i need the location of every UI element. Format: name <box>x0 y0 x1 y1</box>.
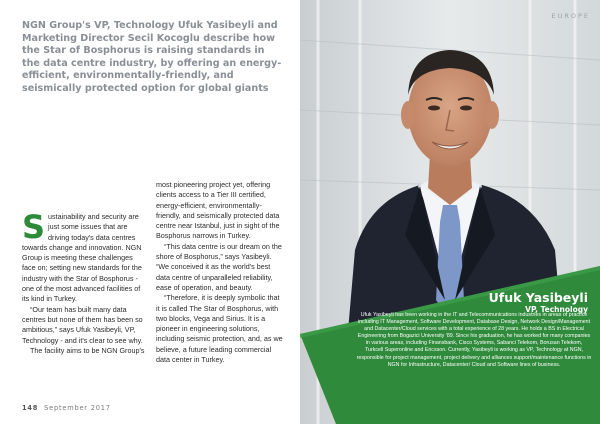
drop-cap: S <box>22 208 46 246</box>
page-footer <box>22 404 111 412</box>
profile-role: VP, Technology <box>525 305 588 314</box>
article-paragraph: “This data centre is our dream on the shore of Bosphorus,” says Yasibeyli. “We conceived it as the world's best data centre of unparalleled reliability, ease of operation, and beauty. <box>156 241 282 292</box>
profile-bio: Ufuk Yasibeyli has been working in the IT and Telecommunications industries in areas of practice including IT Management, Software Development, Database Design, Network Design/Management and Datacenter/Cloud services with a total experience of 28 years. He holds a BS in Electrical Engineering from Bogazici University '89. Since his graduation, he has worked for many companies in various areas, including Finansbank, Cisco Systems, Sabanci Telekom, Borusan Telekom, Turkcell Superonline and Ericsson. Currently, Yasibeyli is working as VP, Technology at NGN, responsible for project management, project delivery and alliances support/maintenance functions in NGN for Infrastructure, Datacenter/ Cloud and Software lines of business. <box>356 312 592 368</box>
article-paragraph: “Our team has built many data centres but none of them has been so ambitious,” says Ufuk Yasibeyli, VP, Technology - and it's clear to see why. <box>22 304 143 345</box>
issue-date: September 2017 <box>44 404 111 412</box>
profile-name: Ufuk Yasibeyli <box>488 290 588 305</box>
article-text: ustainability and security are just some issues that are driving today's data centres towards change and innovation. NGN Group is meeting these challenges face on; setting new standards for the industry with the Star of Bosphorus - one of the most advanced facilities of its kind in Turkey. <box>22 212 142 304</box>
standfirst: NGN Group's VP, Technology Ufuk Yasibeyli and Marketing Director Secil Kocoglu describe how the Star of Bosphorus is raising standards in the data centre industry, by offering an energy-efficient, environmentally-friendly, and seismically protected option for global giants <box>22 20 282 94</box>
article-paragraph: “Therefore, it is deeply symbolic that it is called The Star of Bosphorus, with two blocks, Vega and Sirius. It is a pioneer in engineering solutions, including seismic protection, and, as we believe, a future leading commercial data center in Turkey. <box>156 293 283 365</box>
page-number: 148 <box>22 404 39 412</box>
right-page <box>300 0 600 424</box>
article-paragraph <box>22 208 148 305</box>
article-column-2 <box>156 180 284 365</box>
article-paragraph: most pioneering project yet, offering clients access to a Tier III certified, energy-efficient, environmentally-friendly, and seismically protected data centre near Istanbul, just in sight of the Bosphorus narrows in Turkey. <box>156 180 280 241</box>
article-column-1 <box>22 208 148 356</box>
magazine-brand: EUROPE <box>551 12 590 20</box>
article-paragraph: The facility aims to be NGN Group's <box>30 345 145 355</box>
